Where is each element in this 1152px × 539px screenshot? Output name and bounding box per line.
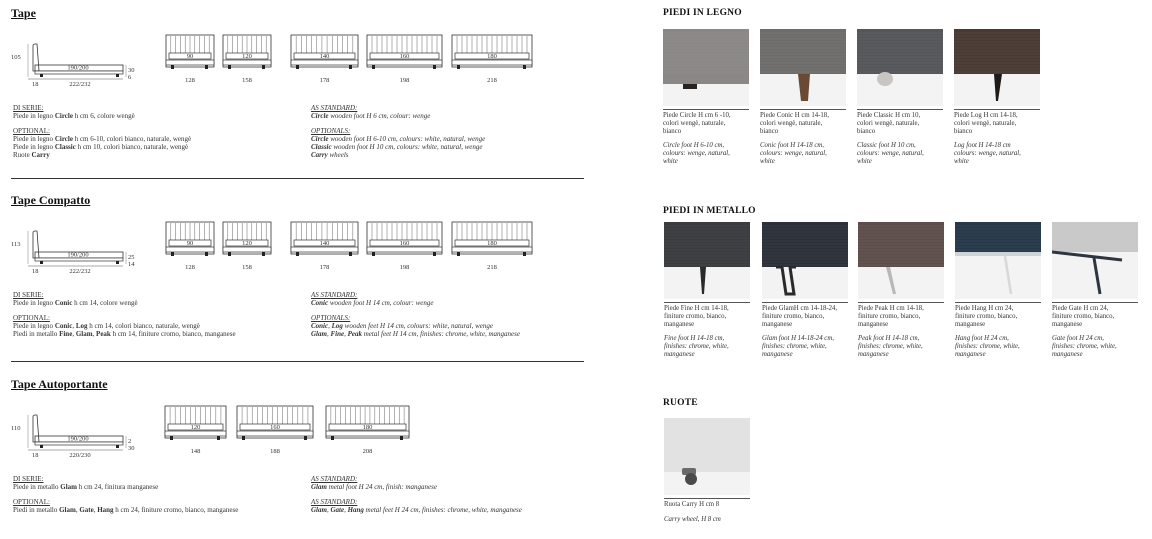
foot-height-label: 14 [128, 261, 135, 268]
log-foot-icon [954, 29, 1040, 106]
optional-heading: OPTIONALS: [311, 313, 351, 322]
caption-line: finishes: chrome, white, [762, 343, 827, 351]
side-view-drawing [8, 405, 138, 465]
top-view-drawing [290, 221, 359, 273]
top-view-drawing [366, 34, 443, 86]
catalog-heading: RUOTE [663, 398, 698, 408]
caption-line: Peak foot H 14-18 cm, [858, 335, 920, 343]
caption-line: white [760, 157, 775, 165]
caption-line: colori wengè, naturale, [954, 119, 1017, 127]
optional-line: Glam, Gate, Hang metal feet H 24 cm, finishes: chrome, white, manganese [311, 505, 522, 514]
english-caption [955, 335, 1041, 358]
english-caption [663, 142, 749, 165]
top-view-drawing [325, 405, 410, 457]
caption-line: white [857, 157, 872, 165]
italian-caption [762, 302, 848, 328]
caption-line: Gate foot H 24 cm, [1052, 335, 1104, 343]
caption-line: Piede Classic H cm 10, [857, 112, 921, 119]
total-width-label: 128 [185, 77, 195, 84]
foot-photo [858, 222, 944, 299]
optional-line: Piedi in metallo Fine, Glam, Peak h cm 14, finiture cromo, bianco, manganese [13, 330, 236, 339]
italian-caption [664, 498, 750, 509]
top-view-drawing [165, 221, 215, 273]
italian-caption [954, 109, 1040, 135]
optional-line: Piede in legno Conic, Log h cm 14, colori bianco, naturale, wengè [13, 321, 200, 330]
standard-heading: AS STANDARD: [311, 104, 358, 112]
optional-heading: OPTIONAL: [13, 313, 50, 322]
caption-line: finiture cromo, bianco, [858, 312, 921, 320]
caption-line: Circle foot H 6-10 cm, [663, 142, 725, 150]
english-caption [858, 335, 944, 358]
english-caption [760, 142, 846, 165]
total-width-label: 218 [487, 264, 497, 271]
glam-foot-card [762, 222, 848, 359]
english-caption [954, 142, 1040, 165]
optional-line: Ruote Carry [13, 151, 50, 160]
top-view-drawing [451, 34, 533, 86]
length-label: 190/200 [67, 435, 89, 443]
wheel-foot-icon [664, 418, 750, 495]
side-view-drawing [8, 34, 138, 94]
wheel-foot-card [664, 418, 750, 524]
standard-heading: DI SERIE: [13, 291, 44, 299]
english-caption [1052, 335, 1138, 358]
caption-line: manganese [762, 350, 793, 358]
italian-notes [13, 475, 238, 514]
foot-photo [762, 222, 848, 299]
italian-notes [13, 104, 191, 160]
conic-foot-card [760, 29, 846, 166]
english-caption [762, 335, 848, 358]
caption-line: finiture cromo, bianco, [955, 312, 1018, 320]
english-notes [311, 104, 485, 160]
mattress-width-label: 120 [190, 424, 201, 431]
italian-notes [13, 291, 236, 338]
total-width-label: 178 [319, 264, 330, 271]
section-title: Tape [11, 6, 36, 20]
caption-line: Piede GlamH cm 14-18-24, [762, 305, 838, 312]
headboard-width-label: 18 [32, 268, 39, 275]
caption-line: Ruota Carry H cm 8 [664, 501, 720, 508]
foot-height-label: 30 [128, 445, 135, 452]
fine-foot-icon [664, 222, 750, 299]
foot-photo [664, 222, 750, 299]
foot-photo [663, 29, 749, 106]
caption-line: colours: wenge, natural, [663, 150, 730, 158]
caption-line: bianco [954, 127, 973, 135]
height-label: 110 [11, 425, 21, 432]
section-title: Tape Compatto [11, 193, 91, 207]
english-notes [311, 475, 522, 514]
caption-line: Piede Circle H cm 6 -10, [663, 112, 731, 119]
foot-photo [760, 29, 846, 106]
foot-photo [954, 29, 1040, 106]
standard-line: Piede in legno Conic h cm 14, colore wengè [13, 299, 138, 308]
mattress-width-label: 160 [399, 240, 410, 247]
mattress-width-label: 90 [186, 53, 194, 60]
caption-line: white [663, 157, 678, 165]
caption-line: Piede Fine H cm 14-18, [664, 305, 729, 312]
classic-foot-card [857, 29, 943, 166]
gate-foot-icon [1052, 222, 1138, 299]
length-label: 190/200 [67, 251, 89, 259]
caption-line: colori wengè, naturale, [760, 119, 823, 127]
optional-line: Piede in legno Classic h cm 10, colori bianco, naturale, wengè [13, 143, 189, 152]
top-view-drawing [451, 221, 533, 273]
caption-line: Glam foot H 14-18-24 cm, [762, 335, 834, 343]
standard-heading: DI SERIE: [13, 475, 44, 483]
total-width-label: 178 [319, 77, 330, 84]
standard-line: Circle wooden foot H 6 cm, colour: wenge [311, 112, 431, 121]
caption-line: Piede Gate H cm 24, [1052, 305, 1109, 312]
total-width-label: 218 [487, 77, 497, 84]
english-caption [664, 335, 750, 358]
caption-line: Conic foot H 14-18 cm, [760, 142, 824, 150]
total-width-label: 158 [242, 77, 252, 84]
english-caption [857, 142, 943, 165]
top-view-drawing [222, 221, 272, 273]
foot-height-label: 2 [128, 438, 132, 445]
optional-line: Conic, Log wooden feet H 14 cm, colours: white, natural, wenge [311, 321, 493, 330]
optional-line: Piedi in metallo Glam, Gate, Hang h cm 24, finiture cromo, bianco, manganese [13, 505, 239, 514]
foot-height-label: 25 [128, 254, 135, 261]
height-label: 113 [11, 241, 21, 248]
headboard-width-label: 18 [32, 81, 39, 88]
optional-heading: AS STANDARD: [311, 497, 358, 506]
english-caption [664, 516, 750, 524]
caption-line: finiture cromo, bianco, [762, 312, 825, 320]
total-width-label: 198 [399, 77, 410, 84]
total-length-label: 220/230 [69, 452, 91, 459]
total-length-label: 222/232 [69, 81, 91, 88]
standard-heading: AS STANDARD: [311, 291, 358, 299]
caption-line: manganese [1052, 350, 1083, 358]
total-width-label: 208 [362, 448, 373, 455]
foot-height-label: 30 [128, 67, 135, 74]
caption-line: Piede Hang H cm 24, [955, 305, 1014, 312]
caption-line: Classic foot H 10 cm, [857, 142, 916, 150]
standard-line: Piede in legno Circle h cm 6, colore wengè [13, 112, 135, 121]
caption-line: white [954, 157, 969, 165]
caption-line: colours: wenge, natural, [760, 150, 827, 158]
caption-line: Log foot H 14-18 cm [954, 142, 1011, 150]
caption-line: finishes: chrome, white, [858, 343, 923, 351]
hang-foot-icon [955, 222, 1041, 299]
italian-caption [857, 109, 943, 135]
top-view-drawing [236, 405, 314, 457]
log-foot-card [954, 29, 1040, 166]
mattress-width-label: 180 [487, 240, 497, 247]
caption-line: manganese [858, 350, 889, 358]
italian-caption [1052, 302, 1138, 328]
optional-line: Circle wooden foot H 6-10 cm, colours: white, natural, wenge [311, 134, 486, 143]
caption-line: manganese [955, 350, 986, 358]
total-length-label: 222/232 [69, 268, 91, 275]
total-width-label: 148 [190, 448, 201, 455]
caption-line: manganese [858, 320, 889, 328]
caption-line: colours: wenge, natural, [857, 150, 924, 158]
foot-height-label: 6 [128, 74, 132, 81]
hang-foot-card [955, 222, 1041, 359]
length-label: 190/200 [67, 64, 89, 72]
circle-foot-icon [663, 29, 749, 106]
caption-line: Piede Conic H cm 14-18, [760, 112, 829, 119]
headboard-width-label: 18 [32, 452, 39, 459]
italian-caption [663, 109, 749, 135]
top-view-drawing [164, 405, 227, 457]
optional-heading: OPTIONAL: [13, 126, 50, 135]
caption-line: Carry wheel, H 8 cm [664, 515, 721, 523]
caption-line: manganese [955, 320, 986, 328]
height-label: 105 [11, 54, 21, 61]
foot-photo [857, 29, 943, 106]
caption-line: manganese [664, 320, 695, 328]
caption-line: manganese [762, 320, 793, 328]
italian-caption [760, 109, 846, 135]
caption-line: colours: wenge, natural, [954, 150, 1021, 158]
optional-line: Carry wheels [311, 151, 349, 160]
mattress-width-label: 160 [270, 424, 280, 431]
italian-caption [664, 302, 750, 328]
top-view-drawing [222, 34, 272, 86]
italian-caption [858, 302, 944, 328]
mattress-width-label: 90 [186, 240, 194, 247]
section-divider [11, 178, 584, 179]
mattress-width-label: 180 [487, 53, 497, 60]
total-width-label: 158 [242, 264, 252, 271]
caption-line: bianco [760, 127, 779, 135]
total-width-label: 128 [185, 264, 195, 271]
foot-photo [955, 222, 1041, 299]
peak-foot-card [858, 222, 944, 359]
standard-line: Conic wooden foot H 14 cm, colour: wenge [311, 299, 434, 308]
mattress-width-label: 120 [242, 240, 252, 247]
mattress-width-label: 140 [319, 240, 330, 247]
standard-line: Piede in metallo Glam h cm 24, finitura manganese [13, 483, 159, 492]
top-view-drawing [165, 34, 215, 86]
catalog-heading: PIEDI IN LEGNO [663, 8, 742, 18]
foot-photo [1052, 222, 1138, 299]
section-title: Tape Autoportante [11, 377, 108, 391]
gate-foot-card [1052, 222, 1138, 359]
mattress-width-label: 180 [362, 424, 373, 431]
caption-line: Piede Log H cm 14-18, [954, 112, 1018, 119]
catalog-heading: PIEDI IN METALLO [663, 206, 756, 216]
caption-line: finishes: chrome, white, [664, 343, 729, 351]
foot-photo [664, 418, 750, 495]
caption-line: finiture cromo, bianco, [664, 312, 727, 320]
caption-line: manganese [664, 350, 695, 358]
classic-foot-icon [857, 29, 943, 106]
mattress-width-label: 140 [319, 53, 330, 60]
caption-line: colori wengè, naturale, [857, 119, 920, 127]
mattress-width-label: 120 [242, 53, 252, 60]
caption-line: finishes: chrome, white, [955, 343, 1020, 351]
caption-line: manganese [1052, 320, 1083, 328]
peak-foot-icon [858, 222, 944, 299]
total-width-label: 198 [399, 264, 410, 271]
section-divider [11, 361, 584, 362]
standard-heading: DI SERIE: [13, 104, 44, 112]
caption-line: bianco [857, 127, 876, 135]
caption-line: colori wengè, naturale, [663, 119, 726, 127]
fine-foot-card [664, 222, 750, 359]
glam-foot-icon [762, 222, 848, 299]
conic-foot-icon [760, 29, 846, 106]
side-view-drawing [8, 221, 138, 281]
top-view-drawing [290, 34, 359, 86]
top-view-drawing [366, 221, 443, 273]
english-notes [311, 291, 520, 338]
italian-caption [955, 302, 1041, 328]
standard-line: Glam metal foot H 24 cm, finish: manganese [311, 483, 437, 492]
standard-heading: AS STANDARD: [311, 475, 358, 483]
optional-heading: OPTIONALS: [311, 126, 351, 135]
caption-line: bianco [663, 127, 682, 135]
optional-line: Glam, Fine, Peak metal feet H 14 cm, finishes: chrome, white, manganese [311, 330, 520, 339]
optional-line: Classic wooden foot H 10 cm, colours: white, natural, wenge [311, 143, 483, 152]
caption-line: Fine foot H 14-18 cm, [664, 335, 725, 343]
caption-line: finiture cromo, bianco, [1052, 312, 1115, 320]
mattress-width-label: 160 [399, 53, 410, 60]
caption-line: finishes: chrome, white, [1052, 343, 1117, 351]
caption-line: Piede Peak H cm 14-18, [858, 305, 924, 312]
optional-line: Piede in legno Circle h cm 6-10, colori bianco, naturale, wengè [13, 134, 192, 143]
caption-line: Hang foot H 24 cm, [955, 335, 1009, 343]
circle-foot-card [663, 29, 749, 166]
total-width-label: 188 [270, 448, 280, 455]
optional-heading: OPTIONAL: [13, 497, 50, 506]
